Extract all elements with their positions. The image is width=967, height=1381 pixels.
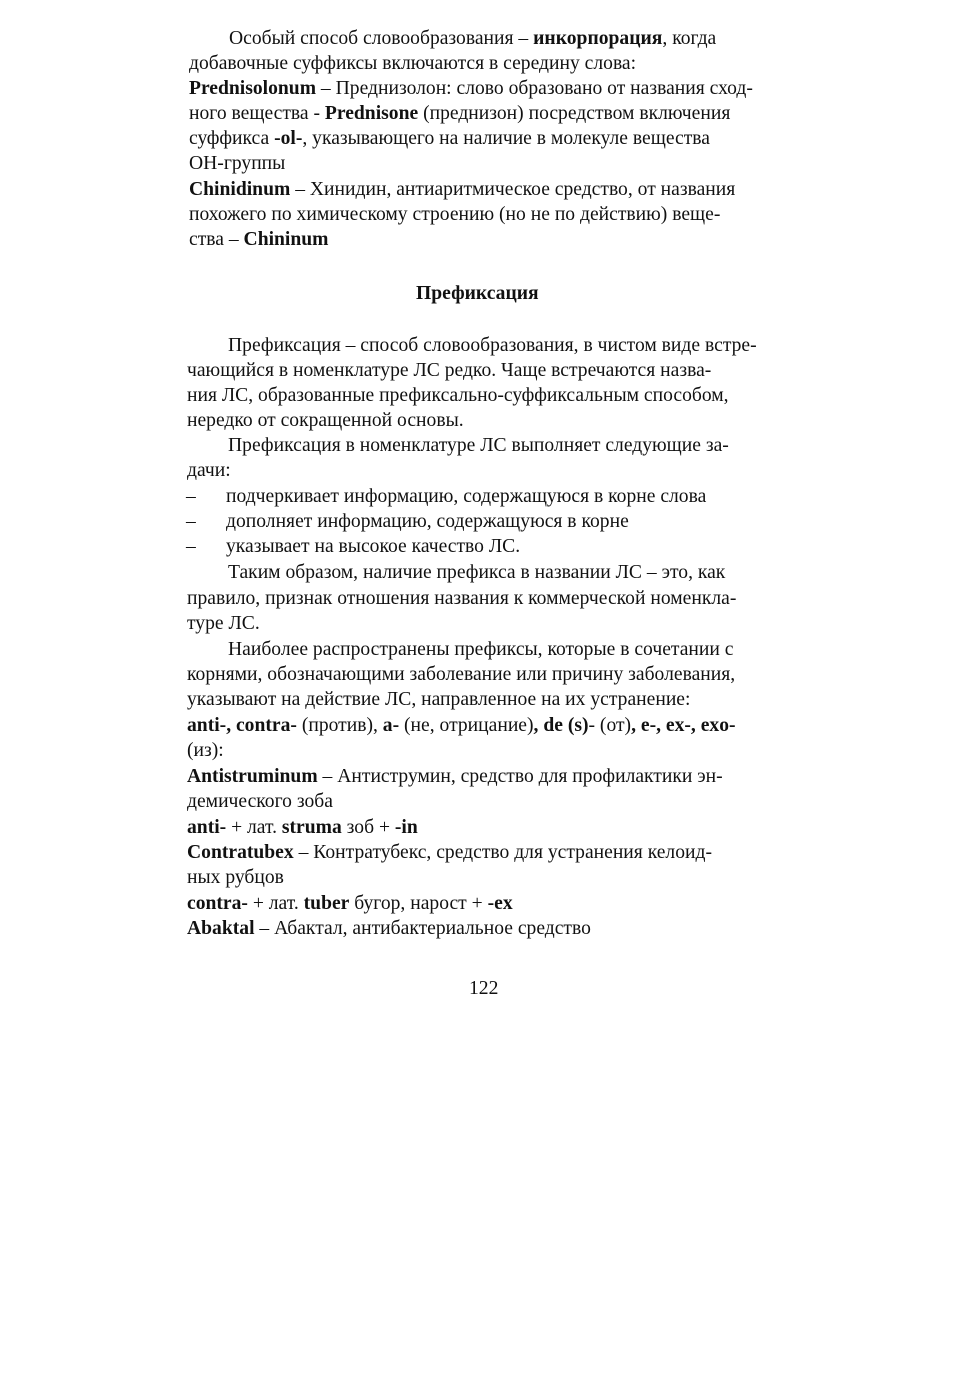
bold-term: , de (s) <box>533 715 589 736</box>
bold-term: tuber <box>303 893 350 914</box>
bold-term: Chinidinum <box>189 179 291 200</box>
text-line: ных рубцов <box>187 867 284 888</box>
bold-term: Antistruminum <box>187 766 318 787</box>
text-line: ного вещества - Prednisone (преднизон) посредством включения <box>189 103 731 124</box>
list-dash: – <box>186 486 196 507</box>
text-line: указывают на действие ЛС, направленное на их устранение: <box>187 689 691 710</box>
text-line: ния ЛС, образованные префиксально-суффиксальным способом, <box>187 385 729 406</box>
list-dash: – <box>186 536 196 557</box>
bold-term: struma <box>281 817 342 838</box>
text-line: похожего по химическому строению (но не по действию) веще- <box>189 204 721 225</box>
bold-term: -ex <box>487 893 513 914</box>
text-line: Префиксация – способ словообразования, в чистом виде встре- <box>228 335 757 356</box>
text-line: (из): <box>187 740 224 761</box>
text-line: корнями, обозначающими заболевание или причину заболевания, <box>187 664 736 685</box>
bold-term: Chininum <box>243 229 329 250</box>
bold-term: anti- <box>187 817 227 838</box>
text-line: демического зоба <box>187 791 333 812</box>
text-line: Abaktal – Абактал, антибактериальное средство <box>187 918 591 939</box>
bold-term: -in <box>394 817 418 838</box>
bold-term: , e-, ex-, exo- <box>631 715 736 736</box>
text-line: Prednisolonum – Преднизолон: слово образовано от названия сход- <box>189 78 753 99</box>
list-item-text: указывает на высокое качество ЛС. <box>226 536 521 557</box>
text-line: чающийся в номенклатуре ЛС редко. Чаще встречаются назва- <box>187 360 712 381</box>
list-item-text: дополняет информацию, содержащуюся в корне <box>226 511 629 532</box>
text-line: ОН-группы <box>189 153 286 174</box>
text-line: Contratubex – Контратубекс, средство для устранения келоид- <box>187 842 712 863</box>
text-line: добавочные суффиксы включаются в середину слова: <box>189 53 637 74</box>
text-line: Chinidinum – Хинидин, антиаритмическое средство, от названия <box>189 179 736 200</box>
text-line: правило, признак отношения названия к коммерческой номенкла- <box>187 588 737 609</box>
text-line: суффикса -ol-, указывающего на наличие в молекуле вещества <box>189 128 710 149</box>
text-line: дачи: <box>187 460 231 481</box>
bold-term: contra- <box>187 893 248 914</box>
bold-term: Prednisone <box>324 103 419 124</box>
formula-line: anti- + лат. struma зоб + -in <box>187 817 418 838</box>
formula-line: contra- + лат. tuber бугор, нарост + -ex <box>187 893 513 914</box>
list-dash: – <box>186 511 196 532</box>
bold-term: anti-, contra- <box>187 715 297 736</box>
text-line: туре ЛС. <box>187 613 260 634</box>
bold-term: Contratubex <box>187 842 294 863</box>
prefix-line: anti-, contra- (против), a- (не, отрицание), de (s)- (от), e-, ex-, exo- <box>187 715 736 736</box>
text-line: Таким образом, наличие префикса в названии ЛС – это, как <box>228 562 726 583</box>
text-line: Antistruminum – Антиструмин, средство для профилактики эн- <box>187 766 723 787</box>
list-item-text: подчеркивает информацию, содержащуюся в корне слова <box>226 486 707 507</box>
text-line: ства – Chininum <box>189 229 329 250</box>
bold-term: инкорпорация <box>533 28 663 49</box>
bold-term: -ol- <box>274 128 303 149</box>
section-heading: Префиксация <box>416 283 539 304</box>
bold-term: Abaktal <box>187 918 255 939</box>
text-line: Наиболее распространены префиксы, которые в сочетании с <box>228 639 734 660</box>
text-line: нередко от сокращенной основы. <box>187 410 464 431</box>
page-number: 122 <box>469 978 499 999</box>
bold-term: Prednisolonum <box>189 78 317 99</box>
bold-term: a- <box>382 715 400 736</box>
text-line: Особый способ словообразования – инкорпорация, когда <box>229 28 717 49</box>
text-line: Префиксация в номенклатуре ЛС выполняет следующие за- <box>228 435 729 456</box>
